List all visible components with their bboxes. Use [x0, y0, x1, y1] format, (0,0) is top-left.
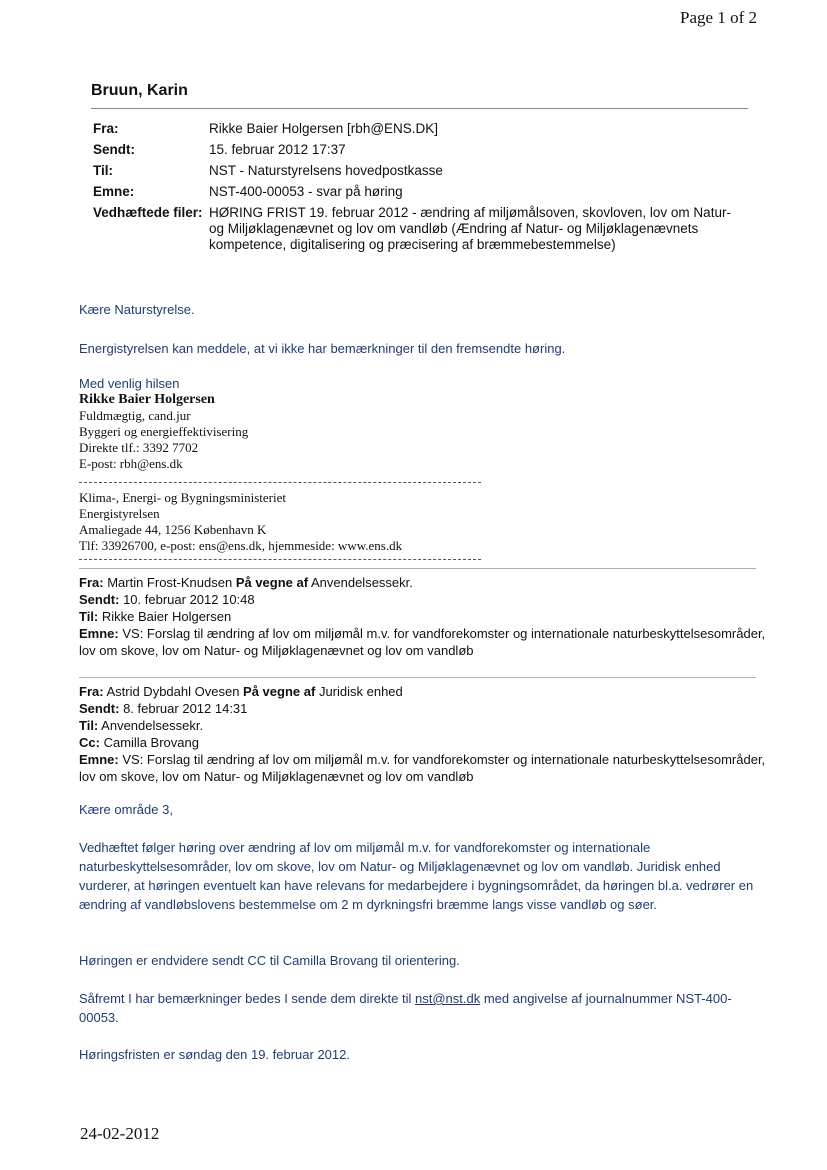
header-subject-row — [93, 184, 733, 200]
signature-phone: Direkte tlf.: 3392 7702 — [79, 440, 199, 455]
message2-paragraph-1: Vedhæftet følger høring over ændring af lov om miljømål m.v. for vandforekomster og internationale naturbeskyttelsesområder, lov om skove, lov om Natur- og Miljøklagenævnet og lov om vandløb. Juridisk enhed vurderer, at høringen eventuelt kan have relevans for medarbejdere i bygningsområdet, da høringen bl.a. vedrører en ændring af vandløbslovens bestemmelse om 2 m dyrkningsfri bræmme langs visse vandløb og søer. — [79, 840, 754, 912]
fwd2-on-behalf: Juridisk enhed — [318, 684, 403, 699]
header-sent-row — [93, 142, 733, 158]
fwd2-subject: VS: Forslag til ændring af lov om miljømål m.v. for vandforekomster og internationale naturbeskyttelsesområder, lov om skove, lov om Natur- og Miljøklagenævnet og lov om vandløb — [79, 752, 766, 784]
fwd2-from-name: Astrid Dybdahl Ovesen — [106, 684, 240, 699]
signature-email: E-post: rbh@ens.dk — [79, 456, 183, 471]
signature-title: Fuldmægtig, cand.jur — [79, 408, 191, 423]
fwd1-on-behalf-label: På vegne af — [235, 575, 309, 590]
para3-text-before: Såfremt I har bemærkninger bedes I sende dem direkte til — [79, 991, 415, 1006]
sent-value: 15. februar 2012 17:37 — [209, 142, 346, 157]
fwd2-from-label: Fra: — [79, 684, 104, 699]
attachments-value[interactable]: HØRING FRIST 19. februar 2012 - ændring af miljømålsoven, skovloven, lov om Natur- og Miljøklagenævnet og lov om vandløb (Ændring af Natur- og Miljøklagenævnets kompetence, digitalisering og præcisering af bræmmebestemmelse) — [209, 205, 731, 252]
subject-value: NST-400-00053 - svar på høring — [209, 184, 403, 199]
signature-divider — [79, 482, 481, 483]
signature-name: Rikke Baier Holgersen — [79, 392, 215, 407]
forward2-header — [79, 683, 779, 785]
fwd2-sent-label: Sendt: — [79, 701, 120, 716]
fwd1-sent-label: Sendt: — [79, 592, 120, 607]
from-value: Rikke Baier Holgersen [rbh@ENS.DK] — [209, 121, 439, 136]
header-to-row — [93, 163, 733, 179]
fwd1-to: Rikke Baier Holgersen — [101, 609, 232, 624]
fwd1-subject-label: Emne: — [79, 626, 119, 641]
organization-block — [79, 490, 402, 554]
to-value: NST - Naturstyrelsens hovedpostkasse — [209, 163, 443, 178]
fwd2-on-behalf-label: På vegne af — [243, 684, 316, 699]
closing: Med venlig hilsen — [79, 376, 180, 391]
fwd1-subject: VS: Forslag til ændring af lov om miljømål m.v. for vandforekomster og internationale naturbeskyttelsesområder, lov om skove, lov om Natur- og Miljøklagenævnet og lov om vandløb — [79, 626, 766, 658]
subject-label: Emne: — [93, 184, 135, 199]
fwd1-from-name: Martin Frost-Knudsen — [107, 575, 233, 590]
footer-date: 24-02-2012 — [80, 1124, 160, 1143]
message2-paragraph-3 — [79, 989, 769, 1027]
page-number: Page 1 of 2 — [680, 8, 757, 27]
fwd2-cc-label: Cc: — [79, 735, 100, 750]
fwd2-subject-label: Emne: — [79, 752, 119, 767]
email-link[interactable]: nst@nst.dk — [415, 991, 481, 1006]
email-header — [93, 121, 733, 258]
fwd2-to-label: Til: — [79, 718, 99, 733]
to-label: Til: — [93, 163, 113, 178]
forward2-divider — [79, 677, 756, 678]
greeting: Kære Naturstyrelse. — [79, 302, 195, 317]
message-text: Energistyrelsen kan meddele, at vi ikke har bemærkninger til den fremsendte høring. — [79, 341, 566, 356]
message2-paragraph-2: Høringen er endvidere sendt CC til Camilla Brovang til orientering. — [79, 953, 460, 968]
message2-paragraph-4: Høringsfristen er søndag den 19. februar 2012. — [79, 1047, 350, 1062]
header-divider — [91, 108, 748, 109]
agency-contact: Tlf: 33926700, e-post: ens@ens.dk, hjemmeside: www.ens.dk — [79, 538, 403, 553]
message2-greeting: Kære område 3, — [79, 802, 173, 817]
ministry-name: Klima-, Energi- og Bygningsministeriet — [79, 490, 287, 505]
fwd1-to-label: Til: — [79, 609, 99, 624]
fwd2-cc: Camilla Brovang — [103, 735, 199, 750]
fwd1-on-behalf: Anvendelsessekr. — [310, 575, 413, 590]
header-attachments-row — [93, 205, 733, 253]
header-from-row — [93, 121, 733, 137]
mailbox-owner-name: Bruun, Karin — [91, 82, 188, 99]
signature-department: Byggeri og energieffektivisering — [79, 424, 249, 439]
fwd2-sent: 8. februar 2012 14:31 — [123, 701, 248, 716]
fwd1-from-label: Fra: — [79, 575, 104, 590]
attachments-label: Vedhæftede filer: — [93, 205, 203, 220]
forward1-divider — [79, 568, 756, 569]
agency-address: Amaliegade 44, 1256 København K — [79, 522, 267, 537]
fwd1-sent: 10. februar 2012 10:48 — [123, 592, 255, 607]
sent-label: Sendt: — [93, 142, 135, 157]
organization-divider — [79, 559, 481, 560]
agency-name: Energistyrelsen — [79, 506, 160, 521]
from-label: Fra: — [93, 121, 119, 136]
para3-text-after: med angivelse af journalnummer NST-400-00053. — [79, 991, 732, 1025]
fwd2-to: Anvendelsessekr. — [101, 718, 204, 733]
signature-block — [79, 392, 248, 472]
forward1-header — [79, 574, 779, 659]
